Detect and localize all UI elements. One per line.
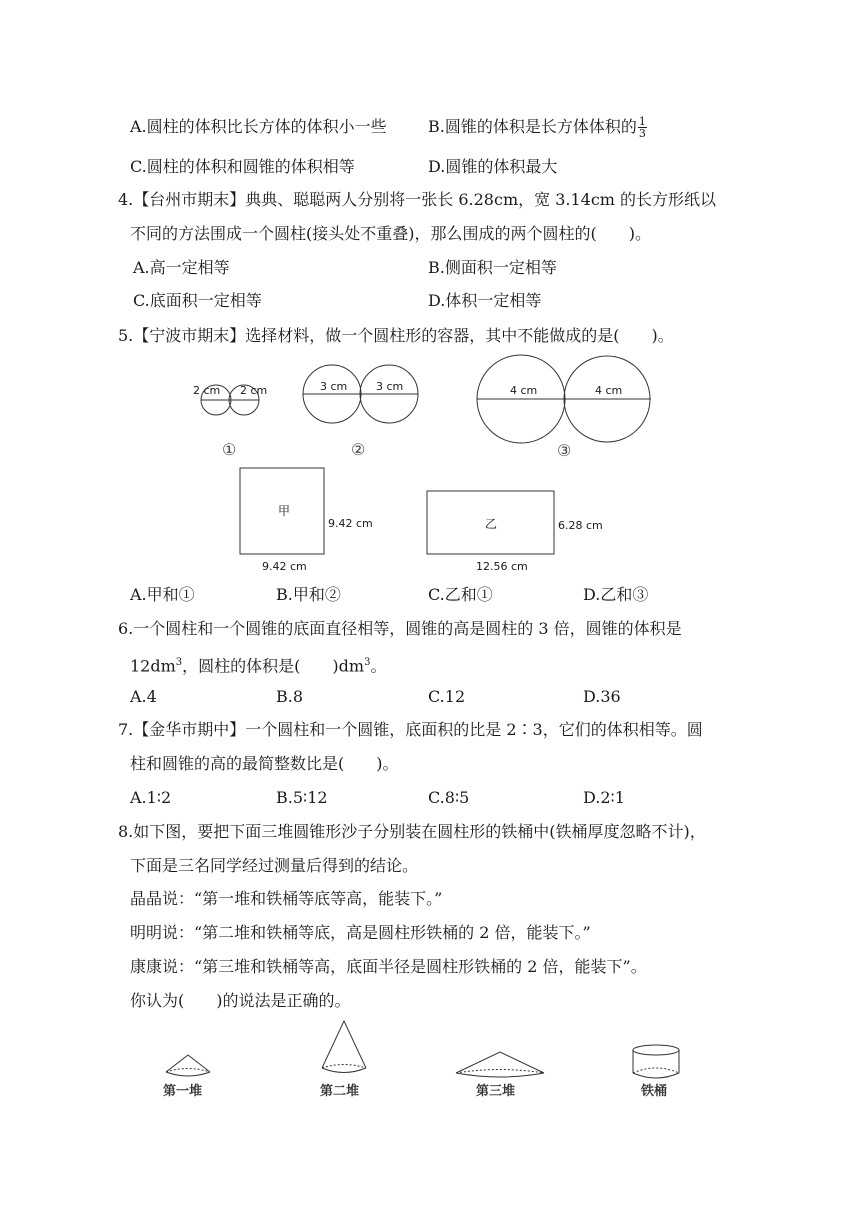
q3-option-d[interactable]: D.圆锥的体积最大 <box>428 157 558 176</box>
q6-sup-2: 3 <box>364 657 371 668</box>
q5-fig2-label-left: 3 cm <box>320 380 348 393</box>
q8-stem-line1: 8.如下图，要把下面三堆圆锥形沙子分别装在圆柱形的铁桶中(铁桶厚度忽略不计)， <box>118 822 706 841</box>
pile-2-cone <box>322 1021 366 1073</box>
q6-line2-c: 。 <box>370 656 387 676</box>
q7-option-d[interactable]: D.2∶1 <box>583 788 625 807</box>
q4-option-a[interactable]: A.高一定相等 <box>133 258 230 277</box>
q5-rect-jia-width: 9.42 cm <box>262 560 307 573</box>
q7-stem-line2: 柱和圆锥的高的最简整数比是( )。 <box>130 754 399 773</box>
q6-line2-b: ，圆柱的体积是( )dm <box>182 656 365 676</box>
pile-1-label: 第一堆 <box>163 1084 203 1099</box>
q4-stem-line2: 不同的方法围成一个圆柱(接头处不重叠)，那么围成的两个圆柱的( )。 <box>130 224 651 243</box>
q7-option-b[interactable]: B.5∶12 <box>276 788 328 807</box>
q4-option-b[interactable]: B.侧面积一定相等 <box>428 258 557 277</box>
q5-fig2-mark: ② <box>351 440 366 459</box>
q5-fig2-label-right: 3 cm <box>376 380 404 393</box>
q7-stem-line1: 7.【金华市期中】一个圆柱和一个圆锥，底面积的比是 2∶3，它们的体积相等。圆 <box>118 720 703 739</box>
q3-option-c[interactable]: C.圆柱的体积和圆锥的体积相等 <box>130 157 355 176</box>
q5-rect-jia-name: 甲 <box>278 504 291 518</box>
q5-rect-jia-height: 9.42 cm <box>328 517 373 530</box>
q6-stem-line1: 6.一个圆柱和一个圆锥的底面直径相等，圆锥的高是圆柱的 3 倍，圆锥的体积是 <box>118 619 682 638</box>
q3-option-a[interactable]: A.圆柱的体积比长方体的体积小一些 <box>130 117 387 136</box>
q7-option-a[interactable]: A.1∶2 <box>130 788 172 807</box>
q7-option-c[interactable]: C.8∶5 <box>428 788 470 807</box>
q8-statement-kangkang: 康康说：“第三堆和铁桶等高，底面半径是圆柱形铁桶的 2 倍，能装下”。 <box>130 957 647 976</box>
q5-stem-line1: 5.【宁波市期末】选择材料，做一个圆柱形的容器，其中不能做成的是( )。 <box>118 326 674 345</box>
pile-1-cone <box>166 1055 210 1076</box>
q4-stem-line1: 4.【台州市期末】典典、聪聪两人分别将一张长 6.28cm，宽 3.14cm 的长方形纸以 <box>118 190 717 209</box>
bucket-label: 铁桶 <box>641 1084 668 1099</box>
q5-option-d[interactable]: D.乙和③ <box>583 585 649 604</box>
q5-option-a[interactable]: A.甲和① <box>130 585 195 604</box>
q8-question: 你认为( )的说法是正确的。 <box>130 991 351 1010</box>
q5-rect-yi-width: 12.56 cm <box>476 560 528 573</box>
q5-rect-yi-name: 乙 <box>485 517 498 531</box>
q5-figure-3-circles <box>477 355 651 443</box>
q6-option-c[interactable]: C.12 <box>428 687 466 706</box>
q4-option-c[interactable]: C.底面积一定相等 <box>133 291 262 310</box>
q5-fig1-label-right: 2 cm <box>240 384 268 397</box>
q6-stem-line2 <box>130 652 386 677</box>
q6-option-a[interactable]: A.4 <box>130 687 157 706</box>
q5-option-c[interactable]: C.乙和① <box>428 585 493 604</box>
bucket-cylinder <box>633 1045 679 1078</box>
q5-fig3-mark: ③ <box>557 441 572 460</box>
q6-line2-a: 12dm <box>130 656 176 676</box>
pile-3-label: 第三堆 <box>476 1084 516 1099</box>
q4-option-d[interactable]: D.体积一定相等 <box>428 291 542 310</box>
q8-statement-mingming: 明明说：“第二堆和铁桶等底，高是圆柱形铁桶的 2 倍，能装下。” <box>130 923 591 942</box>
q6-sup-1: 3 <box>175 657 183 668</box>
q3-option-b-text: B.圆锥的体积是长方体体积的 <box>428 117 637 136</box>
q5-fig1-label-left: 2 cm <box>193 384 221 397</box>
q5-rect-yi-height: 6.28 cm <box>558 519 603 532</box>
q8-stem-line2: 下面是三名同学经过测量后得到的结论。 <box>130 856 419 875</box>
q6-option-d[interactable]: D.36 <box>583 687 621 706</box>
pile-3-cone <box>456 1052 544 1077</box>
fraction-one-third: $\frac{1}{3}$ <box>638 115 646 140</box>
q8-statement-jingjing: 晶晶说：“第一堆和铁桶等底等高，能装下。” <box>130 889 443 908</box>
q5-fig3-label-right: 4 cm <box>595 384 623 397</box>
q5-option-b[interactable]: B.甲和② <box>276 585 341 604</box>
q6-option-b[interactable]: B.8 <box>276 687 304 706</box>
q5-fig3-label-left: 4 cm <box>510 384 538 397</box>
q5-fig1-mark: ① <box>222 440 237 459</box>
pile-2-label: 第二堆 <box>320 1084 360 1099</box>
